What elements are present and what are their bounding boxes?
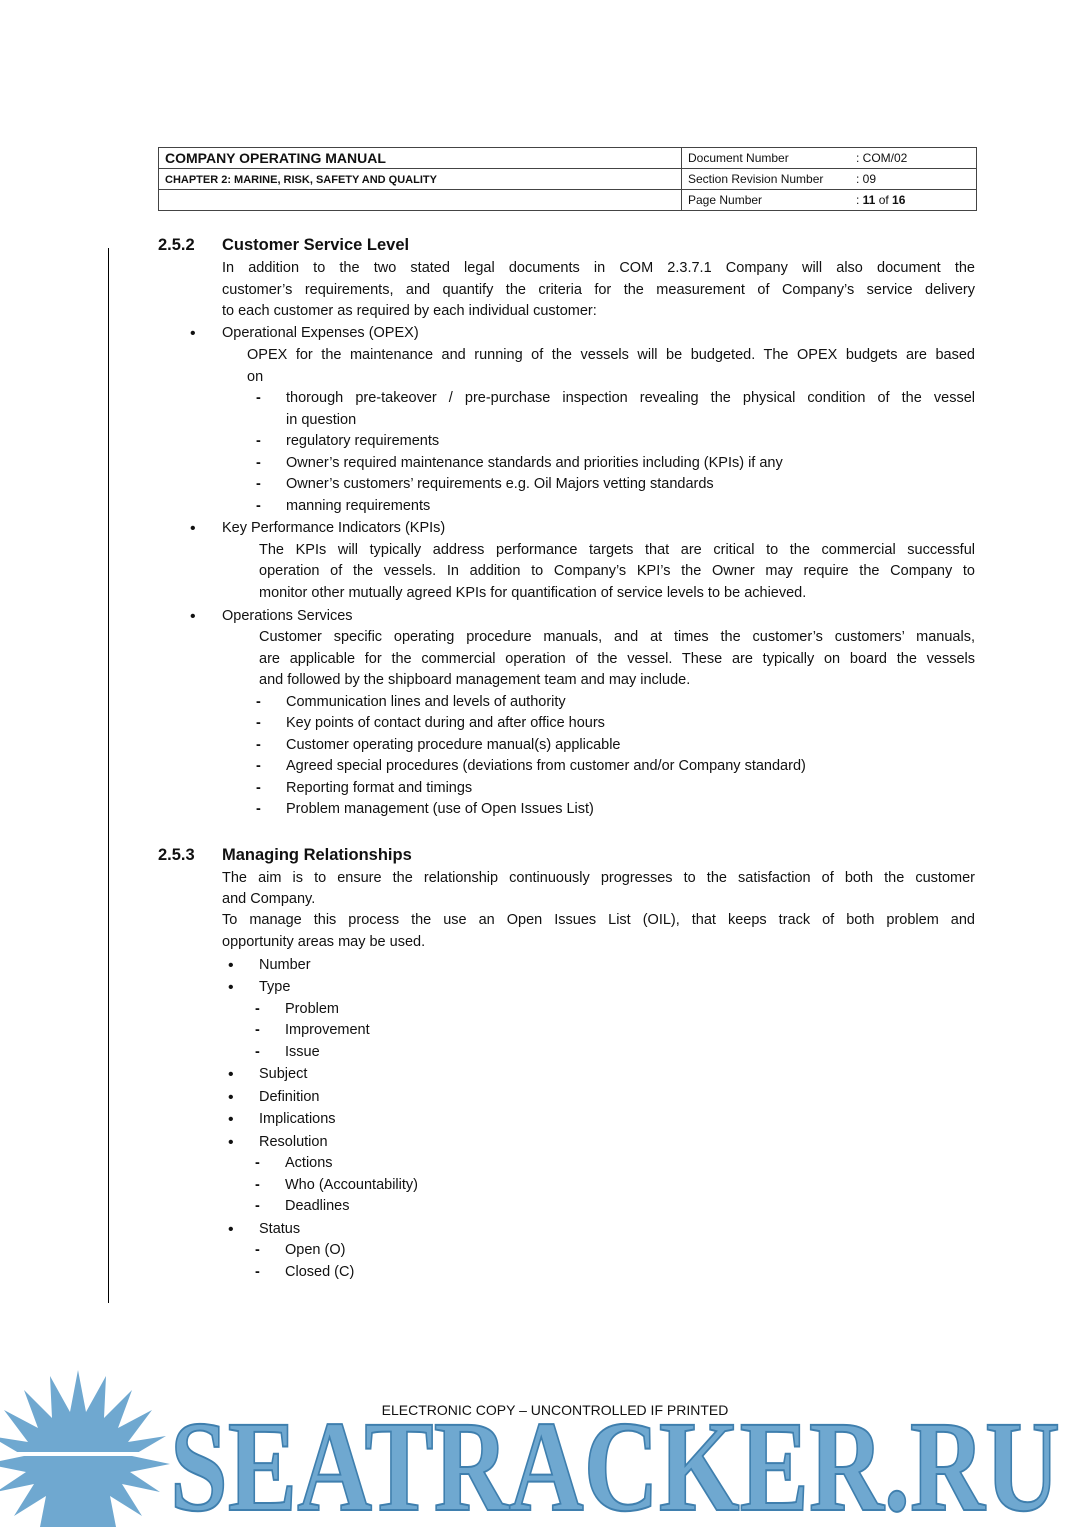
oil-field: Resolution [259,1134,328,1150]
dash-icon: - [255,1044,260,1060]
oil-field: Subject [259,1066,308,1082]
page-total: 16 [892,193,906,207]
ops-description: are applicable for the commercial operation of the vessel. These are typically on board the vessels [259,651,975,667]
section-number: 2.5.3 [158,846,195,864]
intro-line: In addition to the two stated legal documents in COM 2.3.7.1 Company will also document the [222,260,975,276]
seatracker-watermark [0,1360,1080,1527]
dash-icon: - [255,1264,260,1280]
bullet-icon: • [228,1221,234,1238]
intro-line: to each customer as required by each individual customer: [222,303,597,319]
oil-subfield: Who (Accountability) [285,1177,418,1193]
bullet-icon: • [228,1111,234,1128]
page-number-cell [682,190,977,211]
page-current: 11 [862,193,876,207]
bullet-label: Key Performance Indicators (KPIs) [222,520,446,536]
intro-line: customer’s requirements, and quantify the criteria for the measurement of Company’s service delivery [222,282,975,298]
oil-field: Type [259,979,291,995]
section-rev-label: Section Revision Number [688,172,824,186]
oil-subfield: Problem [285,1001,339,1017]
ops-description: Customer specific operating procedure manuals, and at times the customer’s customers’ manuals, [259,629,975,645]
bullet-icon: • [228,957,234,974]
bullet-icon: • [190,520,196,537]
revision-change-bar [108,248,109,1303]
list-item: Owner’s customers’ requirements e.g. Oil Majors vetting standards [286,476,714,492]
dash-icon: - [256,433,261,449]
list-item: Key points of contact during and after office hours [286,715,605,731]
sun-logo-icon [0,1370,170,1527]
dash-icon: - [256,476,261,492]
dash-icon: - [256,390,261,406]
oil-field: Implications [259,1111,336,1127]
kpi-description: The KPIs will typically address performance targets that are critical to the commercial successful [259,542,975,558]
oil-subfield: Issue [285,1044,320,1060]
section-rev-value: : 09 [856,172,877,186]
dash-icon: - [256,801,261,817]
document-header [158,147,977,211]
section-number: 2.5.2 [158,236,195,254]
page-prefix: : [856,193,863,207]
dash-icon: - [255,1242,260,1258]
section-title: Customer Service Level [222,236,410,254]
bullet-icon: • [228,979,234,996]
paragraph-line: opportunity areas may be used. [222,934,426,950]
kpi-description: operation of the vessels. In addition to Company’s KPI’s the Owner may require the Company to [259,563,975,579]
paragraph-line: and Company. [222,891,316,907]
dash-icon: - [255,1155,260,1171]
ops-description: and followed by the shipboard management team and may include. [259,672,691,688]
dash-icon: - [256,737,261,753]
oil-field: Status [259,1221,301,1237]
list-item-continuation: in question [286,412,357,428]
oil-subfield: Improvement [285,1022,370,1038]
oil-subfield: Open (O) [285,1242,346,1258]
bullet-icon: • [190,325,196,342]
dash-icon: - [255,1198,260,1214]
bullet-label: Operational Expenses (OPEX) [222,325,419,341]
bullet-icon: • [228,1066,234,1083]
dash-icon: - [256,780,261,796]
manual-title: COMPANY OPERATING MANUAL [165,150,386,166]
oil-subfield: Closed (C) [285,1264,355,1280]
list-item: Communication lines and levels of authority [286,694,566,710]
chapter-cell [159,169,682,190]
oil-field: Number [259,957,311,973]
manual-title-cell [159,148,682,169]
oil-subfield: Actions [285,1155,333,1171]
page-of: of [875,193,893,207]
bullet-icon: • [228,1089,234,1106]
dash-icon: - [256,758,261,774]
empty-cell [159,190,682,211]
list-item: Problem management (use of Open Issues List) [286,801,594,817]
bullet-label: Operations Services [222,608,353,624]
dash-icon: - [255,1177,260,1193]
opex-description: on [247,369,264,385]
list-item: Owner’s required maintenance standards and priorities including (KPIs) if any [286,455,783,471]
list-item: thorough pre-takeover / pre-purchase inspection revealing the physical condition of the vessel [286,390,975,406]
dash-icon: - [256,455,261,471]
doc-number-cell [682,148,977,169]
section-rev-cell [682,169,977,190]
list-item: Reporting format and timings [286,780,473,796]
oil-subfield: Deadlines [285,1198,350,1214]
doc-number-value: : COM/02 [856,151,908,165]
page-number-label: Page Number [688,193,763,207]
list-item: regulatory requirements [286,433,440,449]
watermark-text: SEATRACKER.RU [170,1395,1060,1527]
list-item: Customer operating procedure manual(s) applicable [286,737,621,753]
oil-field: Definition [259,1089,320,1105]
paragraph-line: To manage this process the use an Open Issues List (OIL), that keeps track of both problem and [222,912,975,928]
opex-description: OPEX for the maintenance and running of the vessels will be budgeted. The OPEX budgets are based [247,347,975,363]
doc-number-label: Document Number [688,151,789,165]
list-item: Agreed special procedures (deviations from customer and/or Company standard) [286,758,806,774]
section-title: Managing Relationships [222,846,412,864]
paragraph-line: The aim is to ensure the relationship continuously progresses to the satisfaction of both the customer [222,870,975,886]
footer-uncontrolled-note: ELECTRONIC COPY – UNCONTROLLED IF PRINTED [381,1402,729,1418]
bullet-icon: • [190,608,196,625]
dash-icon: - [256,498,261,514]
dash-icon: - [255,1022,260,1038]
dash-icon: - [256,715,261,731]
bullet-icon: • [228,1134,234,1151]
dash-icon: - [255,1001,260,1017]
kpi-description: monitor other mutually agreed KPIs for quantification of service levels to be achieved. [259,585,807,601]
list-item: manning requirements [286,498,431,514]
chapter-title: CHAPTER 2: MARINE, RISK, SAFETY AND QUALITY [165,174,437,186]
dash-icon: - [256,694,261,710]
